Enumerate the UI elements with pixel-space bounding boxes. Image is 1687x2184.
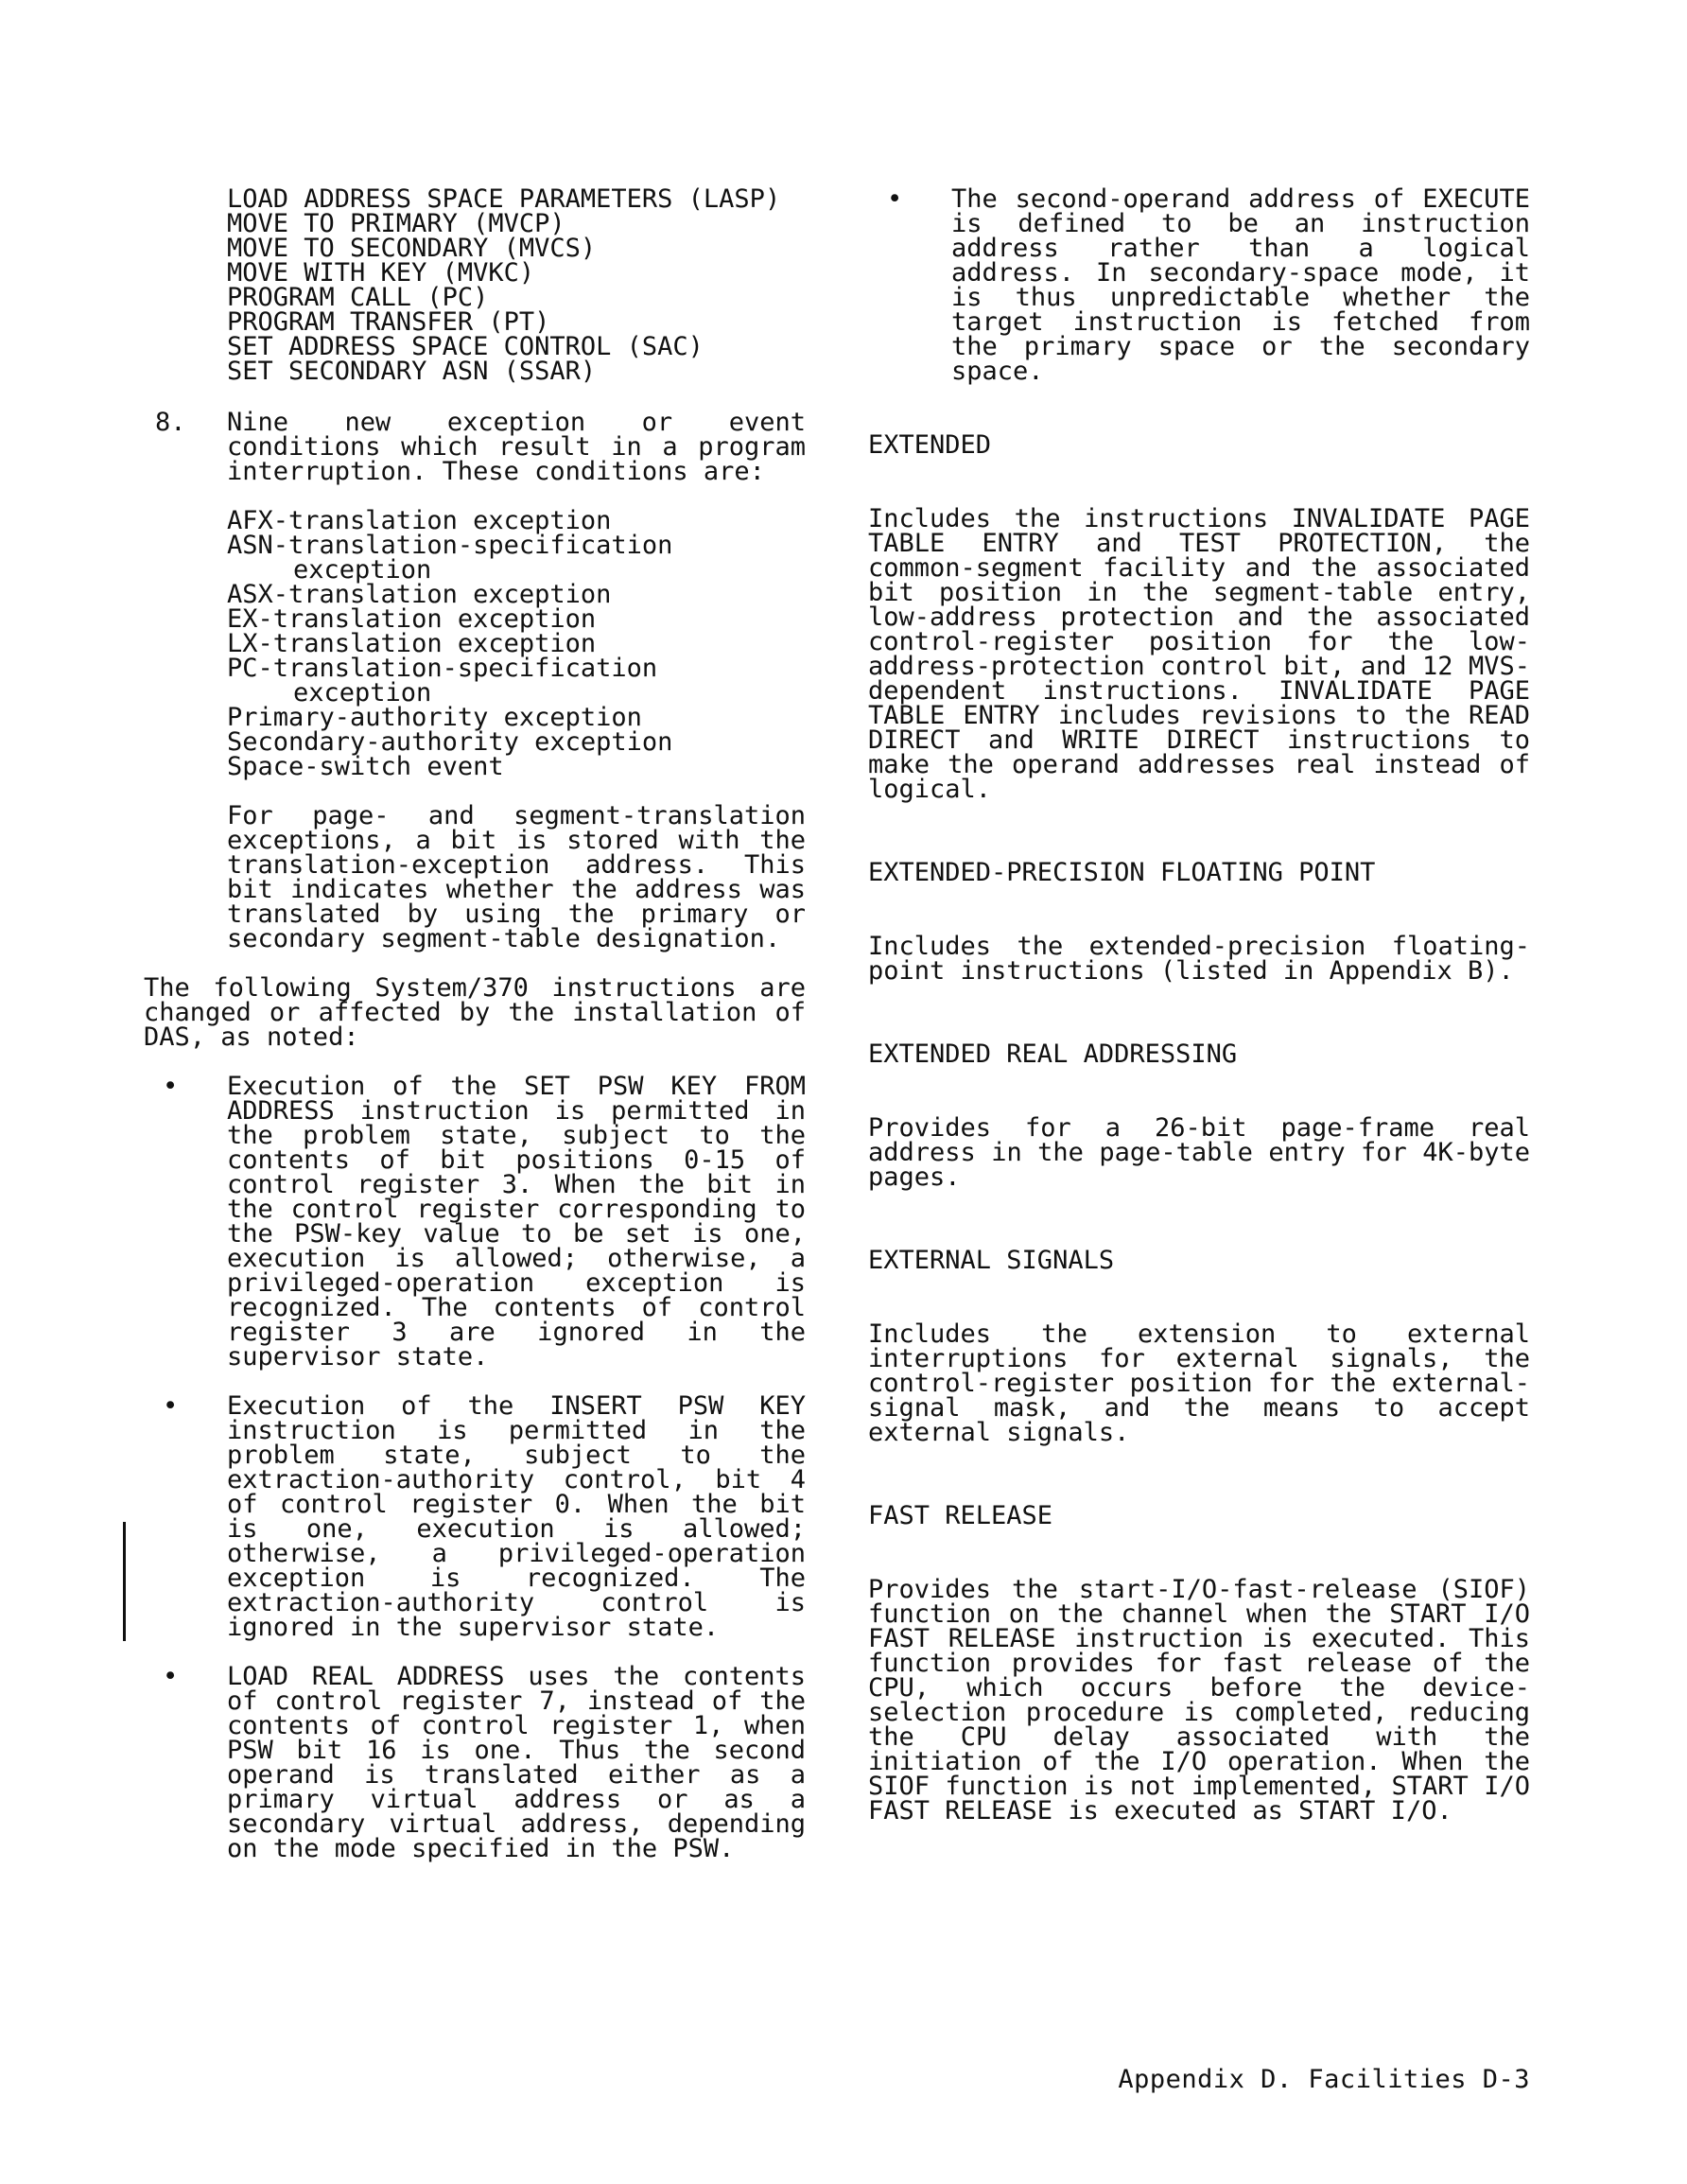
bullet-item [144,1662,806,1863]
section-heading: EXTENDED-PRECISION FLOATING POINT [868,858,1376,887]
bullet-item [144,1072,806,1372]
bullet-text: Execution of the INSERT PSW KEY instruction is permitted in the problem state, subject to the extraction-authority control, bit 4 of control register 0. When the bit is one, execution is allowed; otherwise, a privileged-operation exception is recognized. The extraction-authority control is ignored in the supervisor state. [227,1391,806,1642]
exception-condition: LX-translation exception [227,629,597,658]
section-heading: EXTENDED REAL ADDRESSING [868,1040,1238,1069]
instruction-list-item: MOVE TO SECONDARY (MVCS) [227,234,597,263]
section-text: Includes the extension to external interruptions for external signals, the control-register position for the external-signal mask, and the means to accept external signals. [868,1319,1530,1447]
section-text: Includes the extended-precision floating-point instructions (listed in Appendix B). [868,932,1530,986]
bullet-text: LOAD REAL ADDRESS uses the contents of control register 7, instead of the contents of control register 1, when PSW bit 16 is one. Thus the second operand is translated either as a primary virtual address or as a secondary virtual address, depending on the mode specified in the PSW. [227,1662,806,1863]
section-extended-precision-floating-point [868,858,1530,986]
section-extended [868,430,1530,804]
right-column [868,184,1530,1826]
section-extended-real-addressing [868,1042,1530,1190]
instruction-list [144,184,806,386]
bullet-icon: • [163,1391,179,1421]
list-item-number: 8. [155,408,186,437]
exception-condition: Secondary-authority exception [227,727,673,757]
exception-condition: PC-translation-specification exception [227,654,658,708]
bullet-text: The second-operand address of EXECUTE is defined to be an instruction address rather than a logical address. In secondary-space mode, it is thus unpredictable whether the target instruction is fetched from the primary space or the secondary space. [951,184,1530,386]
instruction-list-item: MOVE TO PRIMARY (MVCP) [227,209,565,238]
list-item-8 [144,408,806,953]
instruction-list-item: PROGRAM CALL (PC) [227,283,489,312]
section-fast-release [868,1501,1530,1826]
exception-condition: EX-translation exception [227,604,597,634]
changes-intro-paragraph: The following System/370 instructions are changed or affected by the installation of DAS, as noted: [144,973,806,1052]
revision-change-bar [123,1522,126,1641]
left-column [144,184,806,1863]
page-footer: Appendix D. Facilities D-3 [1118,2065,1530,2094]
bullet-item [144,1391,806,1642]
exception-condition: ASX-translation exception [227,580,612,609]
exception-condition: Space-switch event [227,752,504,781]
section-heading: FAST RELEASE [868,1501,1053,1530]
exception-condition: Primary-authority exception [227,703,642,732]
exception-condition: ASN-translation-specification exception [227,531,673,585]
instruction-list-item: LOAD ADDRESS SPACE PARAMETERS (LASP) [227,184,781,214]
section-text: Provides for a 26-bit page-frame real address in the page-table entry for 4K-byte pages. [868,1113,1530,1192]
instruction-list-item: MOVE WITH KEY (MVKC) [227,258,535,288]
section-heading: EXTERNAL SIGNALS [868,1246,1115,1275]
bullet-text: Execution of the SET PSW KEY FROM ADDRESS instruction is permitted in the problem state, subject to the contents of bit positions 0-15 of control register 3. When the bit in the control register corresponding to the PSW-key value to be set is one, execution is allowed; otherwise, a privileged-operation exception is recognized. The contents of control register 3 are ignored in the supervisor state. [227,1072,806,1372]
section-heading: EXTENDED [868,430,992,460]
section-text: Includes the instructions INVALIDATE PAGE TABLE ENTRY and TEST PROTECTION, the common-segment facility and the associated bit position in the segment-table entry, low-address protection and the associated control-register position for the low-address-protection control bit, and 12 MVS-dependent instructions. INVALIDATE PAGE TABLE ENTRY includes revisions to the READ DIRECT and WRITE DIRECT instructions to make the operand addresses real instead of logical. [868,504,1530,804]
bullet-icon: • [163,1662,179,1691]
exception-conditions-list [227,506,806,781]
section-external-signals [868,1246,1530,1447]
exception-condition: AFX-translation exception [227,506,612,535]
instruction-list-item: SET ADDRESS SPACE CONTROL (SAC) [227,332,704,361]
instruction-list-item: SET SECONDARY ASN (SSAR) [227,357,597,386]
bullet-icon: • [887,184,903,214]
item-8-intro: Nine new exception or event conditions which result in a program interruption. These conditions are: [227,408,806,486]
translation-note: For page- and segment-translation exceptions, a bit is stored with the translation-exception address. This bit indicates whether the address was translated by using the primary or secondary segment-table designation. [227,801,806,953]
section-text: Provides the start-I/O-fast-release (SIOF) function on the channel when the START I/O FAST RELEASE instruction is executed. This function provides for fast release of the CPU, which occurs before the device-selection procedure is completed, reducing the CPU delay associated with the initiation of the I/O operation. When the SIOF function is not implemented, START I/O FAST RELEASE is executed as START I/O. [868,1575,1530,1826]
instruction-list-item: PROGRAM TRANSFER (PT) [227,307,550,337]
bullet-icon: • [163,1072,179,1101]
bullet-item [868,184,1530,386]
